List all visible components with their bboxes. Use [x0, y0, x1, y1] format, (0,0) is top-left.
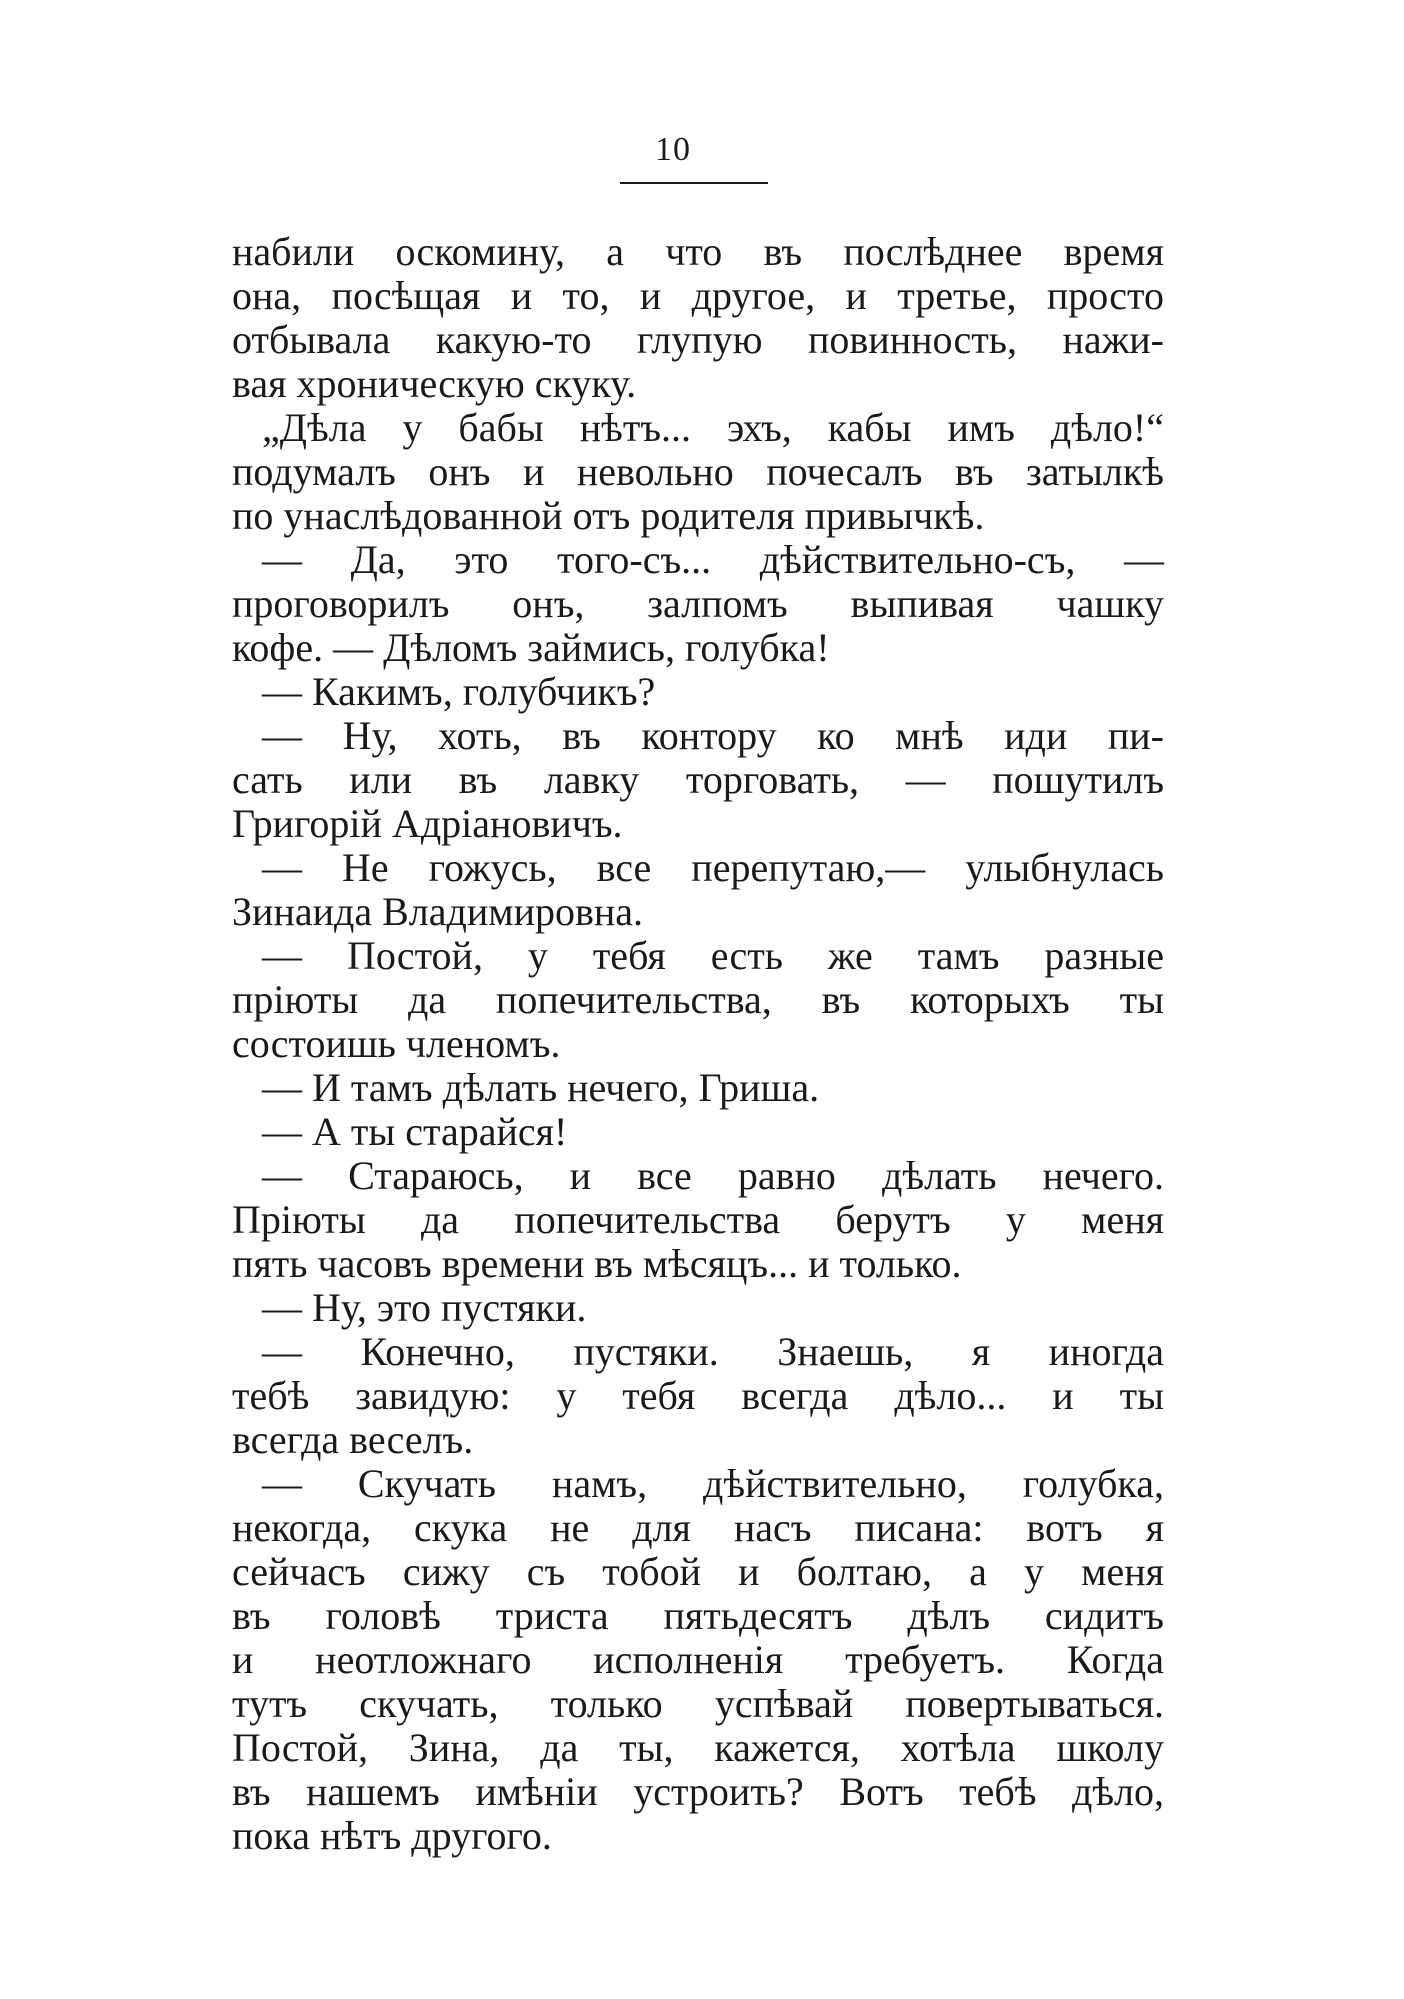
text-line: тебѣ завидую: у тебя всегда дѣло... и ты — [232, 1373, 1164, 1418]
text-line: подумалъ онъ и невольно почесалъ въ затылкѣ — [232, 449, 1164, 494]
text-line: — Не гожусь, все перепутаю,— улыбнулась — [262, 845, 1164, 890]
text-line: — Ну, хоть, въ контору ко мнѣ иди пи- — [262, 713, 1164, 758]
text-line: Зинаида Владимировна. — [232, 889, 644, 934]
page-number: 10 — [655, 131, 691, 168]
text-line: сать или въ лавку торговать, — пошутилъ — [232, 757, 1164, 802]
text-line: состоишь членомъ. — [232, 1021, 561, 1066]
text-line: — И тамъ дѣлать нечего, Гриша. — [262, 1065, 820, 1110]
text-line: — Конечно, пустяки. Знаешь, я иногда — [262, 1329, 1164, 1374]
text-line: въ головѣ триста пятьдесятъ дѣлъ сидитъ — [232, 1593, 1164, 1638]
text-line: сейчасъ сижу съ тобой и болтаю, а у меня — [232, 1549, 1164, 1594]
text-line: „Дѣла у бабы нѣтъ... эхъ, кабы имъ дѣло!“ — [262, 405, 1164, 450]
text-line: отбывала какую-то глупую повинность, нажи- — [232, 317, 1164, 362]
text-line: Григорій Адріановичъ. — [232, 801, 623, 846]
text-line: набили оскомину, а что въ послѣднее время — [232, 229, 1164, 274]
text-line: всегда веселъ. — [232, 1417, 474, 1462]
text-line: проговорилъ онъ, залпомъ выпивая чашку — [232, 581, 1164, 626]
text-line: тутъ скучать, только успѣвай повертываться. — [232, 1681, 1164, 1726]
text-line: — Да, это того-съ... дѣйствительно-съ, — — [262, 537, 1164, 582]
text-line: некогда, скука не для насъ писана: вотъ я — [232, 1505, 1164, 1550]
text-line: Постой, Зина, да ты, кажется, хотѣла школу — [232, 1725, 1164, 1770]
text-line: и неотложнаго исполненія требуетъ. Когда — [232, 1637, 1164, 1682]
text-line: пять часовъ времени въ мѣсяцъ... и только. — [232, 1241, 962, 1286]
text-line: — Стараюсь, и все равно дѣлать нечего. — [262, 1153, 1164, 1198]
text-line: Пріюты да попечительства берутъ у меня — [232, 1197, 1164, 1242]
text-line: — Скучать намъ, дѣйствительно, голубка, — [262, 1461, 1164, 1506]
text-line: она, посѣщая и то, и другое, и третье, просто — [232, 273, 1164, 318]
page-number-rule — [620, 182, 768, 184]
text-line: по унаслѣдованной отъ родителя привычкѣ. — [232, 493, 985, 538]
text-line: — А ты старайся! — [262, 1109, 568, 1154]
text-line: — Ну, это пустяки. — [262, 1285, 587, 1330]
text-line: — Какимъ, голубчикъ? — [262, 669, 656, 714]
text-line: пока нѣтъ другого. — [232, 1813, 552, 1858]
text-line: въ нашемъ имѣніи устроить? Вотъ тебѣ дѣло, — [232, 1769, 1164, 1814]
body-text — [232, 230, 1164, 1858]
text-line: пріюты да попечительства, въ которыхъ ты — [232, 977, 1164, 1022]
text-line: — Постой, у тебя есть же тамъ разные — [262, 933, 1164, 978]
text-line: кофе. — Дѣломъ займись, голубка! — [232, 625, 830, 670]
text-line: вая хроническую скуку. — [232, 361, 637, 406]
